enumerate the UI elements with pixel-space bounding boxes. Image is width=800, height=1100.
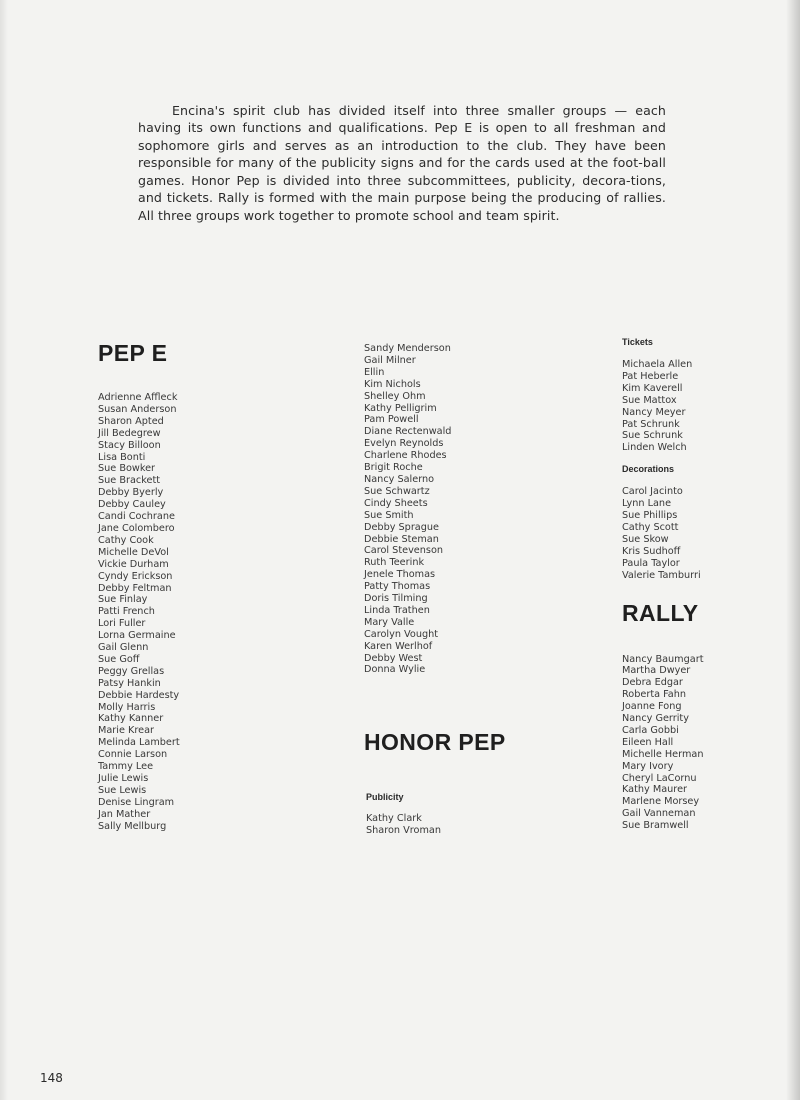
publicity-label: Publicity <box>366 792 404 802</box>
member-name: Patty Thomas <box>364 581 431 593</box>
member-name: Candi Cochrane <box>98 511 175 523</box>
member-name: Lisa Bonti <box>98 451 146 463</box>
member-name: Joanne Fong <box>622 701 682 713</box>
member-name: Gail Milner <box>364 354 416 366</box>
member-name: Sue Brackett <box>98 475 161 487</box>
rally-heading: RALLY <box>622 599 699 626</box>
pep-e-names-list-1 <box>98 392 318 833</box>
member-name: Patti French <box>98 606 155 618</box>
member-name: Kathy Kanner <box>98 713 164 725</box>
member-name: Roberta Fahn <box>622 689 687 701</box>
member-name: Michelle DeVol <box>98 546 169 558</box>
member-name: Nancy Meyer <box>622 406 686 418</box>
member-name: Sue Schrunk <box>622 430 683 442</box>
member-name: Sue Lewis <box>98 784 147 796</box>
member-name: Karen Werlhof <box>364 640 433 652</box>
member-name: Donna Wylie <box>364 664 426 676</box>
pep-e-column-2 <box>364 343 584 676</box>
member-name: Marlene Morsey <box>622 796 700 808</box>
member-name: Pat Schrunk <box>622 418 680 430</box>
member-name: Sue Bramwell <box>622 820 689 832</box>
member-name: Evelyn Reynolds <box>364 438 444 450</box>
member-name: Ellin <box>364 366 385 378</box>
member-name: Jane Colombero <box>98 522 175 534</box>
member-name: Brigit Roche <box>364 462 423 474</box>
member-name: Mary Ivory <box>622 760 674 772</box>
right-column <box>622 337 792 832</box>
member-name: Susan Anderson <box>98 403 177 415</box>
member-name: Cathy Cook <box>98 534 154 546</box>
member-name: Cathy Scott <box>622 521 679 533</box>
member-name: Ruth Teerink <box>364 557 425 569</box>
member-name: Pat Heberle <box>622 370 679 382</box>
member-name: Linden Welch <box>622 442 687 454</box>
intro-paragraph: Encina's spirit club has divided itself into three smaller groups — each having its own functions and qualifications. Pep E is open to all freshman and sophomore girls and serves as an introduction to the club. They have been responsible for many of the publicity signs and for the cards used at the foot-ball games. Honor Pep is divided into three subcommittees, publicity, decora-tions, and tickets. Rally is formed with the main purpose being the producing of rallies. All three groups work together to promote school and team spirit. <box>138 102 666 223</box>
member-name: Carol Jacinto <box>622 486 683 498</box>
member-name: Sue Phillips <box>622 510 678 522</box>
member-name: Sandy Menderson <box>364 343 451 354</box>
member-name: Lynn Lane <box>622 498 672 510</box>
member-name: Sue Schwartz <box>364 485 430 497</box>
member-name: Kim Kaverell <box>622 382 683 394</box>
member-name: Debby West <box>364 652 423 664</box>
tickets-label: Tickets <box>622 337 653 347</box>
member-name: Sue Smith <box>364 509 414 521</box>
member-name: Peggy Grellas <box>98 665 165 677</box>
member-name: Adrienne Affleck <box>98 392 178 403</box>
member-name: Kathy Maurer <box>622 784 688 796</box>
member-name: Lori Fuller <box>98 618 146 630</box>
member-name: Connie Larson <box>98 749 168 761</box>
member-name: Melinda Lambert <box>98 737 180 749</box>
member-name: Sue Mattox <box>622 394 677 406</box>
member-name: Debby Feltman <box>98 582 172 594</box>
member-name: Kathy Pelligrim <box>364 402 437 414</box>
member-name: Nancy Baumgart <box>622 653 704 665</box>
member-name: Julie Lewis <box>98 773 149 784</box>
rally-names-list <box>622 654 792 833</box>
page-edge-left-shadow <box>0 0 8 1100</box>
member-name: Cyndy Erickson <box>98 570 173 582</box>
pep-e-heading: PEP E <box>98 340 168 366</box>
member-name: Sharon Apted <box>98 415 164 427</box>
member-name: Debby Sprague <box>364 521 439 533</box>
member-name: Doris Tilming <box>364 593 428 605</box>
member-name: Jenele Thomas <box>364 569 436 581</box>
page-number: 148 <box>40 1071 63 1085</box>
member-name: Martha Dwyer <box>622 665 691 677</box>
member-name: Eileen Hall <box>622 736 674 748</box>
member-name: Stacy Billoon <box>98 439 161 451</box>
member-name: Jan Mather <box>98 808 151 820</box>
member-name: Sally Mellburg <box>98 820 167 832</box>
member-name: Molly Harris <box>98 701 156 713</box>
publicity-names-list <box>366 813 441 837</box>
member-name: Cindy Sheets <box>364 497 428 509</box>
member-name: Kim Nichols <box>364 378 421 390</box>
member-name: Kathy Clark <box>366 813 422 824</box>
member-name: Carla Gobbi <box>622 724 679 736</box>
member-name: Carol Stevenson <box>364 545 444 557</box>
member-name: Nancy Gerrity <box>622 713 689 725</box>
member-name: Sue Finlay <box>98 594 148 606</box>
member-name: Tammy Lee <box>98 761 154 773</box>
member-name: Pam Powell <box>364 414 419 426</box>
member-name: Shelley Ohm <box>364 390 426 402</box>
member-name: Debbie Hardesty <box>98 689 180 701</box>
member-name: Gail Glenn <box>98 642 149 654</box>
member-name: Gail Vanneman <box>622 808 696 820</box>
member-name: Debby Byerly <box>98 487 164 499</box>
pep-e-names-list-2 <box>364 343 584 676</box>
member-name: Debbie Steman <box>364 533 439 545</box>
member-name: Michelle Herman <box>622 748 704 760</box>
member-name: Denise Lingram <box>98 796 175 808</box>
decorations-names-list <box>622 486 792 581</box>
member-name: Sue Goff <box>98 653 140 665</box>
member-name: Vickie Durham <box>98 558 169 570</box>
member-name: Debby Cauley <box>98 499 166 511</box>
member-name: Debra Edgar <box>622 677 683 689</box>
member-name: Diane Rectenwald <box>364 426 452 438</box>
honor-pep-heading: HONOR PEP <box>364 729 506 755</box>
member-name: Patsy Hankin <box>98 677 161 689</box>
member-name: Marie Krear <box>98 725 155 737</box>
decorations-label: Decorations <box>622 464 675 475</box>
member-name: Mary Valle <box>364 616 415 628</box>
member-name: Paula Taylor <box>622 557 680 569</box>
member-name: Valerie Tamburri <box>622 569 701 581</box>
pep-e-column-1 <box>98 340 318 833</box>
member-name: Sue Skow <box>622 533 669 545</box>
member-name: Sharon Vroman <box>366 824 441 836</box>
member-name: Sue Bowker <box>98 463 156 475</box>
member-name: Nancy Salerno <box>364 473 435 485</box>
member-name: Cheryl LaCornu <box>622 772 697 784</box>
publicity-section <box>366 792 441 837</box>
member-name: Lorna Germaine <box>98 630 176 642</box>
member-name: Linda Trathen <box>364 604 430 616</box>
member-name: Kris Sudhoff <box>622 545 681 557</box>
member-name: Michaela Allen <box>622 359 693 370</box>
tickets-names-list <box>622 359 792 454</box>
member-name: Charlene Rhodes <box>364 450 447 462</box>
member-name: Carolyn Vought <box>364 628 439 640</box>
member-name: Jill Bedegrew <box>98 427 161 439</box>
